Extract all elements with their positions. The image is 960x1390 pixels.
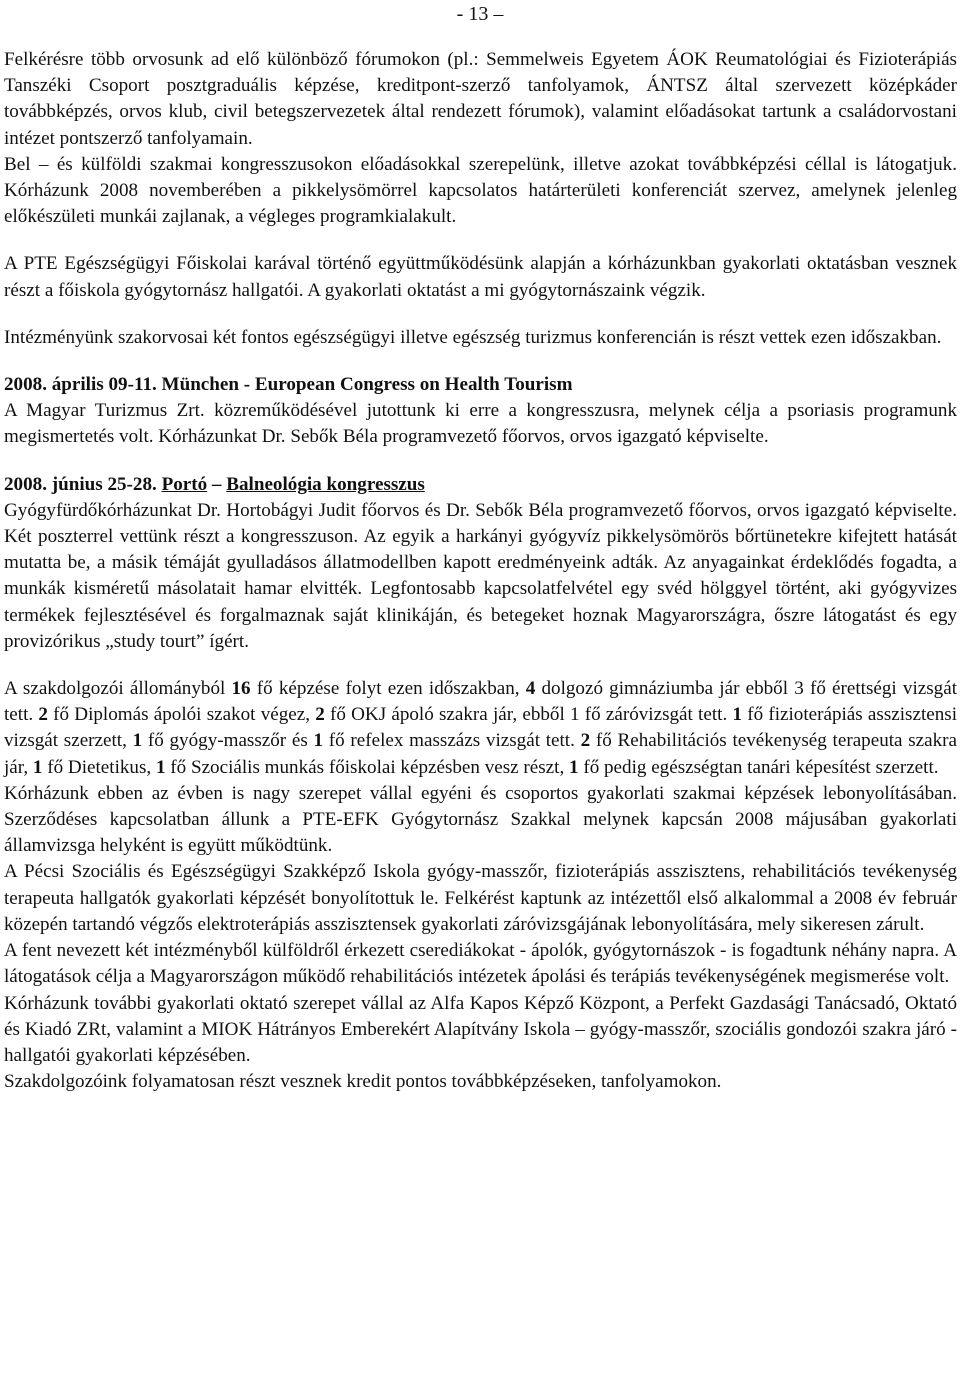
- text-run: fő Rehabilitációs tevékenység terapeuta szakra jár,: [4, 730, 957, 778]
- paragraph-conferences-intro: Intézményünk szakorvosai két fontos egészségügyi illetve egészség turizmus konferencián is részt vettek ezen időszakban.: [4, 326, 942, 348]
- paragraph-forums: Felkérésre több orvosunk ad elő különböző fórumokon (pl.: Semmelweis Egyetem ÁOK Reumatológiai és Fizioterápiás Tanszéki Csoport posztgraduális képzése, kreditpont-szerző tanfolyamok, ÁNTSZ által szervezett középkáder továbbképzés, orvos klub, civil betegszervezetek által rendezett fórumok), valamint előadásokat tartunk a családorvostani intézet pontszerző tanfolyamain.: [4, 49, 957, 149]
- count-value: 1: [132, 730, 143, 752]
- count-value: 2: [315, 704, 325, 726]
- count-value: 1: [569, 756, 579, 778]
- paragraph-staff-training: [4, 676, 957, 781]
- count-value: 4: [525, 678, 536, 700]
- heading-date: 2008. április 09-11.: [4, 374, 162, 396]
- paragraph-pecs-school: A Pécsi Szociális és Egészségügyi Szakképző Iskola gyógy-masszőr, fizioterápiás asszisztens, rehabilitációs tevékenység terapeuta hallgatók gyakorlati képzését bonyolítottuk le. Felkérést kaptunk az intézettől első alkalommal a 2008 év február közepén tartandó végzős elektroterápiás asszisztensek gyakorlati záróvizsgájának lebonyolítására, mely sikeresen zárult.: [4, 861, 957, 935]
- heading-porto-congress: [4, 472, 957, 498]
- text-run: fő OKJ ápoló szakra jár, ebből 1 fő záróvizsgát tett.: [324, 704, 733, 726]
- heading-date: 2008. június 25-28.: [4, 473, 162, 495]
- text-run: fő Szociális munkás főiskolai képzésben vesz részt,: [165, 756, 570, 778]
- heading-munich-congress: [4, 372, 957, 398]
- text-run: fő gyógy-masszőr és: [142, 730, 314, 752]
- paragraph-pte-cooperation: A PTE Egészségügyi Főiskolai karával történő együttműködésünk alapján a kórházunkban gyakorlati oktatásban vesznek részt a főiskola gyógytornász hallgatói. A gyakorlati oktatást a mi gyógytornászaink végzik.: [4, 253, 957, 301]
- text-run: fő pedig egészségtan tanári képesítést szerzett.: [578, 756, 939, 778]
- count-value: 2: [580, 730, 591, 752]
- heading-separator: –: [207, 473, 227, 495]
- count-value: 2: [38, 704, 48, 726]
- count-value: 1: [155, 756, 166, 778]
- paragraph-practical-training: Kórházunk ebben az évben is nagy szerepet vállal egyéni és csoportos gyakorlati szakmai képzések lebonyolításában. Szerződéses kapcsolatban állunk a PTE-EFK Gyógytornász Szakkal melynek kapcsán 2008 májusában gyakorlati államvizsga helyként is együtt működtünk.: [4, 782, 957, 857]
- heading-title: Balneológia kongresszus: [226, 473, 425, 495]
- page-number: - 13 –: [456, 3, 504, 25]
- count-value: 1: [313, 730, 324, 752]
- paragraph-munich: A Magyar Turizmus Zrt. közreműködésével jutottunk ki erre a kongresszusra, melynek célja a psoriasis programunk megismertetés volt. Kórházunkat Dr. Sebők Béla programvezető főorvos, orvos igazgató képviselte.: [4, 400, 957, 448]
- document-body: [4, 47, 957, 1095]
- text-run: fő Dietetikus,: [42, 756, 156, 778]
- paragraph-further-training: Kórházunk további gyakorlati oktató szerepet vállal az Alfa Kapos Képző Központ, a Perfekt Gazdasági Tanácsadó, Oktató és Kiadó ZRt, valamint a MIOK Hátrányos Emberekért Alapítvány Iskola – gyógy-masszőr, szociális gondozói szakra járó - hallgatói gyakorlati képzésében.: [4, 992, 957, 1066]
- text-run: fő képzése folyt ezen időszakban,: [250, 678, 526, 700]
- paragraph-exchange-students: A fent nevezett két intézményből külföldről érkezett cserediákokat - ápolók, gyógytornászok - is fogadtunk néhány napra. A látogatások célja a Magyarországon működő rehabilitációs intézetek ápolási és terápiás tevékenységének megismerése volt.: [4, 940, 957, 988]
- text-run: A szakdolgozói állományból: [4, 678, 232, 700]
- heading-place: Portó: [161, 473, 208, 495]
- text-run: fő Diplomás ápolói szakot végez,: [47, 704, 316, 726]
- count-value: 1: [32, 756, 43, 778]
- paragraph-congresses: Bel – és külföldi szakmai kongresszusokon előadásokkal szerepelünk, illetve azokat továbbképzési céllal is látogatjuk. Kórházunk 2008 novemberében a pikkelysömörrel kapcsolatos határterületi konferenciát szervez, amelynek jelenleg előkészületi munkái zajlanak, a végleges programkialakult.: [4, 153, 957, 228]
- text-run: dolgozó gimnáziumba jár ebből 3 fő érettségi vizsgát tett.: [4, 678, 957, 726]
- count-value: 16: [231, 678, 251, 700]
- count-value: 1: [732, 704, 742, 726]
- paragraph-porto: Gyógyfürdőkórházunkat Dr. Hortobágyi Judit főorvos és Dr. Sebők Béla programvezető főorvos, orvos igazgató képviselte. Két poszterrel vettünk részt a kongresszuson. Az egyik a harkányi gyógyvíz pikkelysömörös bőrtünetekre kifejtett hatását mutatta be, a másik témáját gyulladásos állatmodellben kapott eredményeink adták. Az anyagainkat érdeklődés fogadta, a munkák kisméretű másolatait hamar elvitték. Legfontosabb kapcsolatfelvétel egy svéd hölggyel történt, aki gyógyvizes termékek fejlesztésével és forgalmaznak saját klinikáján, és betegeket hoznak Magyarországra, őszre látogatást és egy provizórikus „study tourt” ígért.: [4, 499, 957, 652]
- text-run: fő refelex masszázs vizsgát tett.: [323, 730, 581, 752]
- paragraph-credit-courses: Szakdolgozóink folyamatosan részt vesznek kredit pontos továbbképzéseken, tanfolyamokon.: [4, 1071, 722, 1093]
- text-run: fő fizioterápiás asszisztensi vizsgát szerzett,: [4, 704, 958, 752]
- heading-title: München - European Congress on Health Tourism: [161, 374, 573, 396]
